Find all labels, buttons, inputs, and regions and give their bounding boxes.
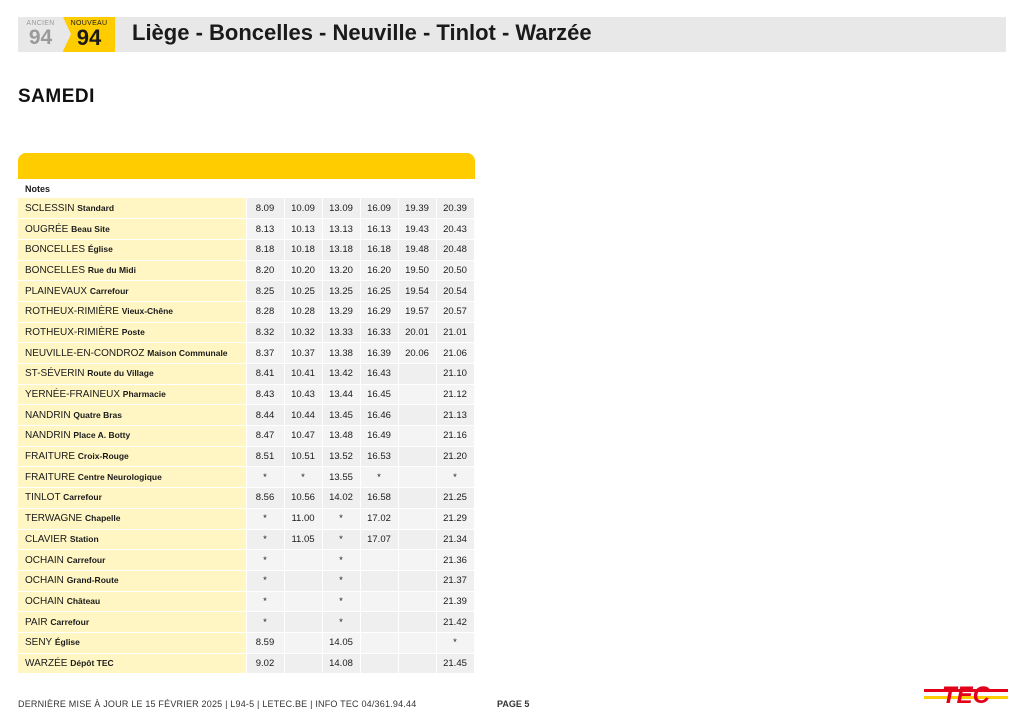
stop-name-cell [18, 550, 246, 571]
stop-town: SCLESSIN [25, 202, 75, 214]
departure-time-cell: 21.16 [436, 426, 474, 447]
stop-town: FRAITURE [25, 471, 75, 483]
departure-time-cell: 11.05 [284, 529, 322, 550]
departure-time-cell: * [246, 591, 284, 612]
departure-time-cell: 16.33 [360, 322, 398, 343]
departure-time-cell: 19.48 [398, 239, 436, 260]
departure-time-cell: * [246, 508, 284, 529]
departure-time-cell: 8.56 [246, 488, 284, 509]
stop-name-cell [18, 591, 246, 612]
stop-town: OCHAIN [25, 554, 64, 566]
departure-time-cell: * [246, 570, 284, 591]
departure-time-cell: 13.45 [322, 405, 360, 426]
departure-time-cell: 10.18 [284, 239, 322, 260]
departure-time-cell: 13.38 [322, 343, 360, 364]
departure-time-cell: 10.32 [284, 322, 322, 343]
timetable [18, 198, 475, 674]
departure-time-cell: 16.46 [360, 405, 398, 426]
departure-time-cell: * [436, 632, 474, 653]
page-number: PAGE 5 [497, 699, 530, 709]
stop-town: PAIR [25, 616, 48, 628]
departure-time-cell [398, 653, 436, 674]
table-row [18, 198, 474, 219]
departure-time-cell [360, 550, 398, 571]
stop-name-cell [18, 219, 246, 240]
departure-time-cell: 10.56 [284, 488, 322, 509]
departure-time-cell: 8.25 [246, 281, 284, 302]
table-row [18, 446, 474, 467]
table-row [18, 322, 474, 343]
departure-time-cell: 13.09 [322, 198, 360, 219]
stop-place: Carrefour [66, 554, 106, 565]
departure-time-cell: * [360, 467, 398, 488]
table-row [18, 653, 474, 674]
old-line-badge [18, 17, 63, 52]
badge-arrow-icon [63, 17, 71, 51]
stop-place: Rue du Midi [87, 264, 136, 275]
departure-time-cell: 10.28 [284, 301, 322, 322]
departure-time-cell: 16.43 [360, 364, 398, 385]
departure-time-cell: 19.57 [398, 301, 436, 322]
table-row [18, 508, 474, 529]
departure-time-cell: 21.12 [436, 384, 474, 405]
departure-time-cell [398, 446, 436, 467]
table-row [18, 343, 474, 364]
stop-town: ROTHEUX-RIMIÈRE [25, 306, 119, 318]
departure-time-cell: 8.37 [246, 343, 284, 364]
stop-name-cell [18, 467, 246, 488]
departure-time-cell: 10.51 [284, 446, 322, 467]
stop-town: BONCELLES [25, 244, 86, 256]
departure-time-cell: 8.13 [246, 219, 284, 240]
departure-time-cell: 10.20 [284, 260, 322, 281]
departure-time-cell: 16.39 [360, 343, 398, 364]
new-line-label: NOUVEAU [70, 20, 108, 27]
departure-time-cell: 10.37 [284, 343, 322, 364]
departure-time-cell [398, 364, 436, 385]
departure-time-cell: 20.06 [398, 343, 436, 364]
departure-time-cell: 21.42 [436, 612, 474, 633]
stop-town: FRAITURE [25, 451, 75, 463]
table-row [18, 467, 474, 488]
departure-time-cell: 10.43 [284, 384, 322, 405]
departure-time-cell: 13.44 [322, 384, 360, 405]
departure-time-cell: 17.07 [360, 529, 398, 550]
stop-name-cell [18, 343, 246, 364]
departure-time-cell: 20.43 [436, 219, 474, 240]
departure-time-cell: 8.09 [246, 198, 284, 219]
departure-time-cell [398, 632, 436, 653]
stop-town: BONCELLES [25, 264, 86, 276]
departure-time-cell: 10.47 [284, 426, 322, 447]
stop-name-cell [18, 405, 246, 426]
departure-time-cell: 10.25 [284, 281, 322, 302]
stop-place: Poste [121, 326, 145, 337]
departure-time-cell: 20.39 [436, 198, 474, 219]
stop-place: Beau Site [71, 223, 110, 234]
stop-place: Chapelle [85, 513, 121, 524]
departure-time-cell [360, 653, 398, 674]
table-row [18, 529, 474, 550]
departure-time-cell: 11.00 [284, 508, 322, 529]
stop-name-cell [18, 239, 246, 260]
departure-time-cell [360, 570, 398, 591]
stop-town: YERNÉE-FRAINEUX [25, 389, 121, 401]
departure-time-cell [284, 612, 322, 633]
departure-time-cell [398, 550, 436, 571]
departure-time-cell [398, 508, 436, 529]
stop-town: TINLOT [25, 492, 61, 504]
stop-town: SENY [25, 637, 53, 649]
departure-time-cell: 8.59 [246, 632, 284, 653]
departure-time-cell: 20.01 [398, 322, 436, 343]
departure-time-cell: 21.10 [436, 364, 474, 385]
route-title: Liège - Boncelles - Neuville - Tinlot - Warzée [132, 20, 592, 45]
table-row [18, 239, 474, 260]
departure-time-cell: 16.49 [360, 426, 398, 447]
departure-time-cell: 8.20 [246, 260, 284, 281]
departure-time-cell: 16.29 [360, 301, 398, 322]
departure-time-cell: 8.51 [246, 446, 284, 467]
departure-time-cell: * [246, 529, 284, 550]
departure-time-cell: 19.39 [398, 198, 436, 219]
departure-time-cell: 13.52 [322, 446, 360, 467]
table-row [18, 405, 474, 426]
footer-info: DERNIÈRE MISE À JOUR LE 15 FÉVRIER 2025 | L94-5 | LETEC.BE | INFO TEC 04/361.94.44 [18, 699, 417, 709]
day-title: SAMEDI [18, 86, 95, 107]
table-row [18, 632, 474, 653]
stop-place: Centre Neurologique [77, 471, 162, 482]
stop-town: ROTHEUX-RIMIÈRE [25, 326, 119, 338]
stop-place: Carrefour [89, 285, 129, 296]
departure-time-cell: 21.06 [436, 343, 474, 364]
table-row [18, 219, 474, 240]
departure-time-cell: 8.32 [246, 322, 284, 343]
old-line-number: 94 [28, 26, 53, 49]
stop-place: Route du Village [87, 368, 154, 379]
departure-time-cell [284, 550, 322, 571]
table-row [18, 260, 474, 281]
stop-name-cell [18, 322, 246, 343]
departure-time-cell: 21.20 [436, 446, 474, 467]
stop-place: Dépôt TEC [70, 657, 114, 668]
departure-time-cell: 14.02 [322, 488, 360, 509]
departure-time-cell: 10.44 [284, 405, 322, 426]
stop-place: Grand-Route [66, 575, 119, 586]
departure-time-cell [398, 612, 436, 633]
stop-name-cell [18, 632, 246, 653]
departure-time-cell: 13.13 [322, 219, 360, 240]
stop-town: ST-SÉVERIN [25, 368, 85, 380]
departure-time-cell: 8.28 [246, 301, 284, 322]
departure-time-cell: 19.54 [398, 281, 436, 302]
stop-town: PLAINEVAUX [25, 285, 88, 297]
stop-name-cell [18, 301, 246, 322]
table-row [18, 488, 474, 509]
notes-label: Notes [25, 184, 51, 194]
departure-time-cell [360, 591, 398, 612]
departure-time-cell: * [246, 612, 284, 633]
departure-time-cell: 21.39 [436, 591, 474, 612]
departure-time-cell: 21.25 [436, 488, 474, 509]
stop-place: Carrefour [63, 492, 102, 503]
stop-place: Église [87, 244, 113, 255]
departure-time-cell: 21.45 [436, 653, 474, 674]
stop-place: Standard [77, 202, 115, 213]
departure-time-cell: * [322, 529, 360, 550]
stop-town: OCHAIN [25, 575, 64, 587]
departure-time-cell: * [322, 570, 360, 591]
new-line-number: 94 [76, 25, 102, 50]
departure-time-cell: 8.41 [246, 364, 284, 385]
departure-time-cell: 21.37 [436, 570, 474, 591]
stop-place: Croix-Rouge [77, 451, 129, 462]
departure-time-cell: 13.20 [322, 260, 360, 281]
stop-place: Maison Communale [147, 347, 228, 358]
stop-name-cell [18, 446, 246, 467]
departure-time-cell: * [322, 591, 360, 612]
departure-time-cell: 9.02 [246, 653, 284, 674]
stop-name-cell [18, 570, 246, 591]
table-row [18, 281, 474, 302]
stop-town: NEUVILLE-EN-CONDROZ [25, 347, 145, 359]
departure-time-cell: * [246, 467, 284, 488]
stop-place: Quatre Bras [73, 409, 123, 420]
departure-time-cell: 13.33 [322, 322, 360, 343]
departure-time-cell [284, 632, 322, 653]
stop-place: Pharmacie [122, 389, 166, 400]
stop-place: Château [66, 595, 101, 606]
departure-time-cell: 16.13 [360, 219, 398, 240]
departure-time-cell: 16.20 [360, 260, 398, 281]
departure-time-cell: 19.43 [398, 219, 436, 240]
stop-place: Place A. Botty [73, 430, 131, 441]
departure-time-cell: 20.50 [436, 260, 474, 281]
departure-time-cell: 10.13 [284, 219, 322, 240]
departure-time-cell: 16.25 [360, 281, 398, 302]
departure-time-cell: * [322, 508, 360, 529]
departure-time-cell: * [246, 550, 284, 571]
stop-town: NANDRIN [25, 409, 71, 421]
departure-time-cell [360, 632, 398, 653]
departure-time-cell: 13.55 [322, 467, 360, 488]
departure-time-cell: 13.18 [322, 239, 360, 260]
departure-time-cell [398, 405, 436, 426]
departure-time-cell: 8.43 [246, 384, 284, 405]
departure-time-cell [398, 570, 436, 591]
stop-name-cell [18, 426, 246, 447]
departure-time-cell [284, 653, 322, 674]
stop-town: OUGRÉE [25, 223, 69, 235]
departure-time-cell: 21.13 [436, 405, 474, 426]
departure-time-cell: 8.44 [246, 405, 284, 426]
departure-time-cell: 20.57 [436, 301, 474, 322]
departure-time-cell: 13.25 [322, 281, 360, 302]
tec-logo-icon [924, 679, 1008, 709]
table-row [18, 426, 474, 447]
departure-time-cell: * [436, 467, 474, 488]
logo-text: TEC [942, 682, 990, 709]
table-row [18, 364, 474, 385]
stop-name-cell [18, 488, 246, 509]
table-row [18, 384, 474, 405]
departure-time-cell: 10.09 [284, 198, 322, 219]
table-row [18, 550, 474, 571]
departure-time-cell: 16.53 [360, 446, 398, 467]
notes-row [18, 179, 475, 198]
departure-time-cell: 13.48 [322, 426, 360, 447]
stop-town: NANDRIN [25, 430, 71, 442]
departure-time-cell [398, 384, 436, 405]
departure-time-cell [360, 612, 398, 633]
departure-time-cell: * [284, 467, 322, 488]
stop-name-cell [18, 260, 246, 281]
departure-time-cell: 20.48 [436, 239, 474, 260]
departure-time-cell: 14.05 [322, 632, 360, 653]
stop-place: Station [69, 533, 99, 544]
stop-name-cell [18, 364, 246, 385]
departure-time-cell: 17.02 [360, 508, 398, 529]
departure-time-cell [398, 529, 436, 550]
table-row [18, 591, 474, 612]
departure-time-cell [398, 591, 436, 612]
departure-time-cell: 21.34 [436, 529, 474, 550]
departure-time-cell: 13.29 [322, 301, 360, 322]
stop-place: Église [54, 637, 80, 648]
departure-time-cell: 8.18 [246, 239, 284, 260]
stop-town: OCHAIN [25, 595, 64, 607]
stop-town: WARZÉE [25, 657, 68, 669]
stop-name-cell [18, 612, 246, 633]
stop-name-cell [18, 508, 246, 529]
departure-time-cell: 21.29 [436, 508, 474, 529]
departure-time-cell: 21.01 [436, 322, 474, 343]
table-row [18, 570, 474, 591]
stop-town: TERWAGNE [25, 513, 83, 525]
stop-place: Carrefour [50, 616, 90, 627]
stop-name-cell [18, 281, 246, 302]
departure-time-cell [398, 426, 436, 447]
stop-place: Vieux-Chêne [121, 306, 174, 317]
departure-time-cell: 14.08 [322, 653, 360, 674]
departure-time-cell: 20.54 [436, 281, 474, 302]
departure-time-cell: 21.36 [436, 550, 474, 571]
stop-name-cell [18, 529, 246, 550]
departure-time-cell [398, 467, 436, 488]
stop-name-cell [18, 198, 246, 219]
departure-time-cell: * [322, 550, 360, 571]
stop-name-cell [18, 384, 246, 405]
departure-time-cell: 16.45 [360, 384, 398, 405]
old-line-label: ANCIEN [26, 20, 55, 27]
departure-time-cell: 10.41 [284, 364, 322, 385]
departure-time-cell: 16.58 [360, 488, 398, 509]
departure-time-cell [284, 591, 322, 612]
departure-time-cell: 13.42 [322, 364, 360, 385]
departure-time-cell: * [322, 612, 360, 633]
stop-town: CLAVIER [25, 533, 68, 545]
departure-time-cell [284, 570, 322, 591]
departure-time-cell: 16.18 [360, 239, 398, 260]
table-row [18, 301, 474, 322]
departure-time-cell: 8.47 [246, 426, 284, 447]
stop-name-cell [18, 653, 246, 674]
departure-time-cell [398, 488, 436, 509]
departure-time-cell: 16.09 [360, 198, 398, 219]
table-header-band [18, 153, 475, 179]
table-row [18, 612, 474, 633]
departure-time-cell: 19.50 [398, 260, 436, 281]
